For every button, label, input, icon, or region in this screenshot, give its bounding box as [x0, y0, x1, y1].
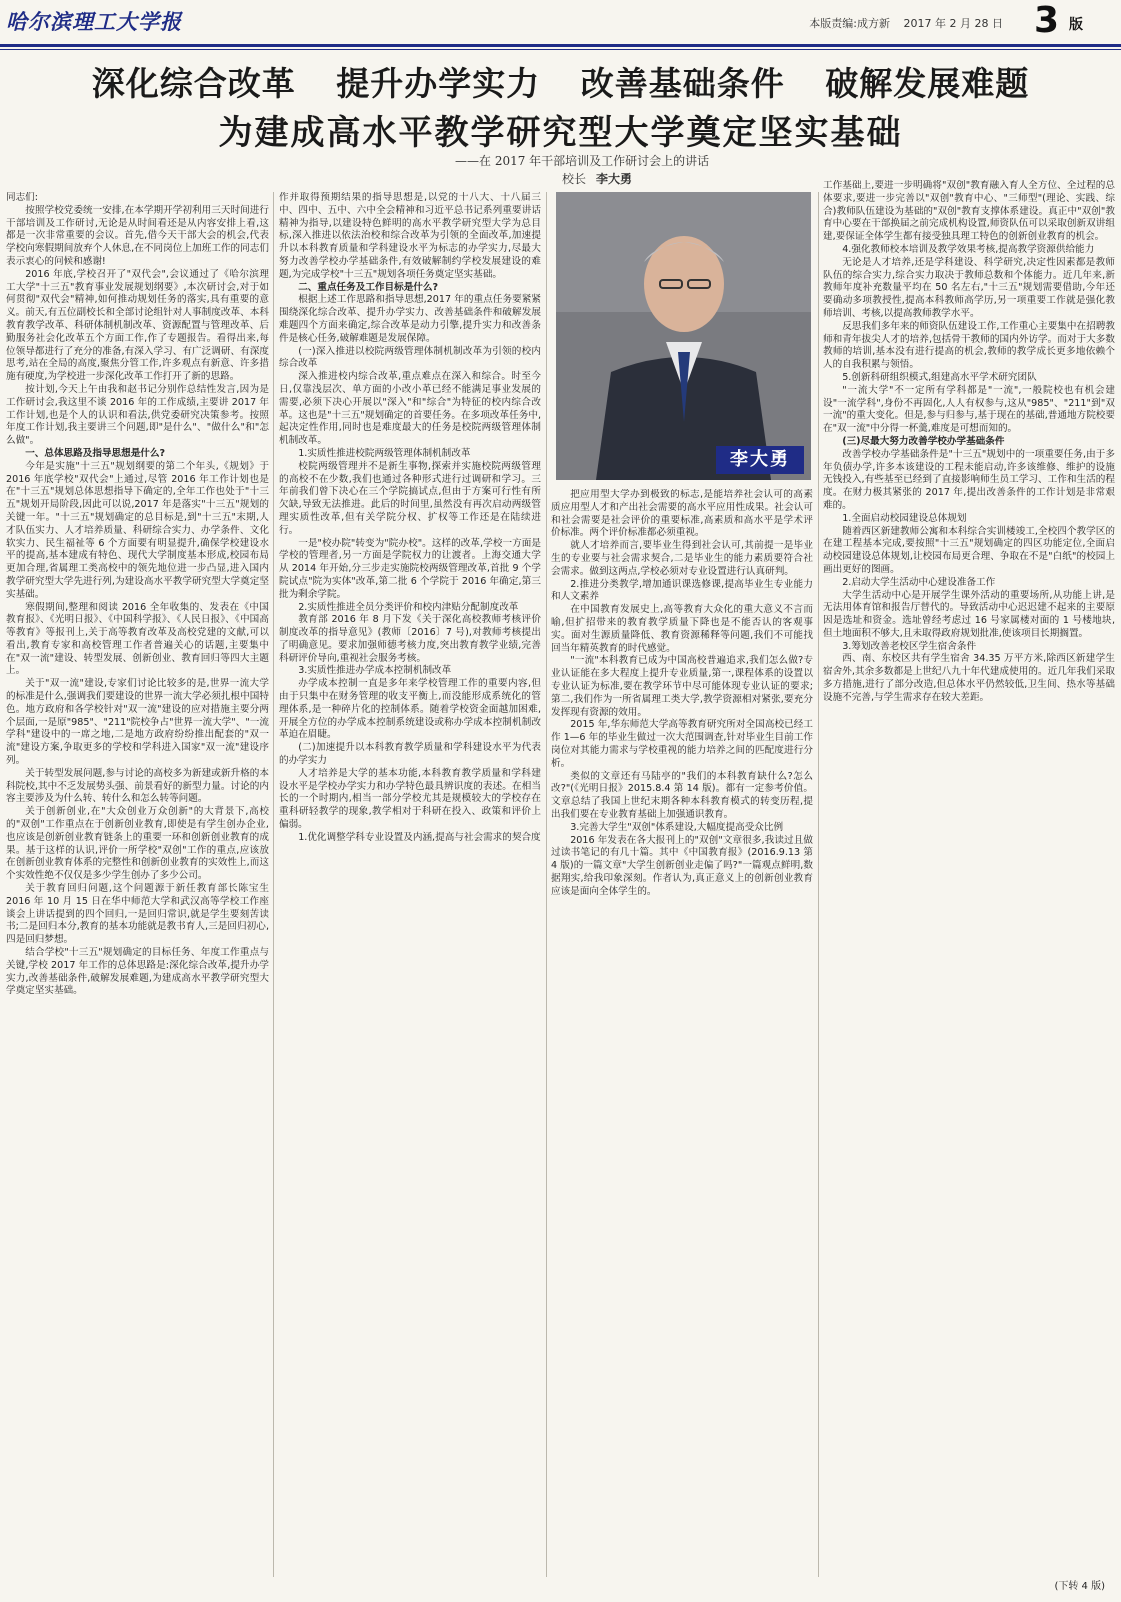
paragraph: 关于转型发展问题,参与讨论的高校多为新建或新升格的本科院校,其中不乏发展势头强、前景看好的新型力量。讨论的内容主要涉及为什么转、转什么和怎么转等问题。: [6, 767, 269, 805]
article-column-4: [823, 180, 1115, 1580]
paragraph: 校院两级管理并不是新生事物,探索并实施校院两级管理的高校不在少数,我们也通过各种形式进行过调研和学习。三年前我们曾下决心在三个学院搞试点,但由于方案可行性有所欠缺,导致无法推进。此后的时间里,虽然没有再次启动两级管理实质性改革,但有关学院分权、扩权等工作还是在陆续进行。: [279, 460, 541, 536]
paragraph: 寒假期间,整理和阅读 2016 全年收集的、发表在《中国教育报》、《光明日报》、《中国科学报》、《人民日报》、《中国高等教育》等报刊上,关于高等教育改革及高校党建的文献,可以看出,教育专家和高校管理工作者普遍关心的话题,主要集中在"双一流"建设、转型发展、创新创业、教育回归等四大主题上。: [6, 601, 269, 677]
paragraph: 改善学校办学基础条件是"十三五"规划中的一项重要任务,由于多年负债办学,许多本该建设的工程未能启动,许多该维修、维护的设施无钱投入,有些基至已经到了直接影响师生员工学习、工作和生活的程度。在财力极其紧张的 2017 年,提出改善条件的工作计划是非常艰难的。: [823, 448, 1115, 511]
subsection-heading: 1.全面启动校园建设总体规划: [842, 512, 967, 524]
paragraph: 西、南、东校区共有学生宿舍 34.35 万平方米,除西区新建学生宿舍外,其余多数都是上世纪八九十年代建成使用的。近几年我们采取多方措施,进行了部分改造,但总体水平仍然较低,卫生间、热水等基础设施不完善,与学生需求存在较大差距。: [823, 653, 1115, 703]
subtitle: ——在 2017 年干部培训及工作研讨会上的讲话: [455, 154, 710, 168]
paragraph: 结合学校"十三五"规划确定的目标任务、年度工作重点与关键,学校 2017 年工作的总体思路是:深化综合改革,提升办学实力,改善基础条件,破解发展难题,为建成高水平教学研究型大学奠定坚实基础。: [6, 947, 269, 997]
subsection-heading: 3.实质性推进办学成本控制机制改革: [298, 665, 452, 677]
subsection-heading: 1.实质性推进校院两级管理体制机制改革: [298, 447, 471, 459]
paragraph: 教育部 2016 年 8 月下发《关于深化高校教师考核评价制度改革的指导意见》(教师〔2016〕7 号),对教师考核提出了明确意见。要求加强师德考核力度,突出教育教学业绩,完善科研评价导向,重视社会服务考核。: [279, 614, 541, 664]
paragraph: 办学成本控制一直是多年来学校管理工作的重要内容,但由于只集中在财务管理的收支平衡上,而没能形成系统化的管理体系,是一种碎片化的控制体系。随着学校资金面越加困难,开展全方位的办学成本控制系统建设或称办学成本控制机制改革迫在眉睫。: [279, 678, 541, 741]
paragraph: 2015 年,华东师范大学高等教育研究所对全国高校已经工作 1—6 年的毕业生做过一次大范围调查,针对毕业生目前工作岗位对其能力需求与学校重视的能力培养之间的匹配度进行分析。: [551, 719, 813, 769]
paragraph: 反思我们多年来的师资队伍建设工作,工作重心主要集中在招聘教师和青年拔尖人才的培养,包括骨干教师的国内外访学。而对于大多数教师的培训,基本没有进行提高的机会,教师的教学成长更多地依赖个人的自我积累与领悟。: [823, 320, 1115, 371]
column-divider: [273, 192, 274, 1577]
paragraph: 关于创新创业,在"大众创业万众创新"的大背景下,高校的"双创"工作重点在于创新创业教育,即使是有学生创办企业,也应该是创新创业教育链条上的重要一环和创新创业教育的成果。基于这样的认识,评价一所学校"双创"工作的重点,应该放在创新创业教育体系的完整性和创新创业教育的实效性上,而这个实效性绝不仅仅是多少学生创办了多少公司。: [6, 806, 269, 882]
column-divider: [546, 192, 547, 1577]
paragraph: 无论是人才培养,还是学科建设、科学研究,决定性因素都是教师队伍的综合实力,综合实力取决于教师总数和个体能力。近几年来,新教师年度补充数量平均在 50 名左右,"十三五"规划需要借助,今年还要确动多项教授性,提高本科教师高学历,另一项重要工作就是强化教师培训、考核,以提高教师教学水平。: [823, 256, 1115, 319]
paragraph: "一流大学"不一定所有学科都是"一流",一般院校也有机会建设"一流学科",身份不再固化,人人有权参与,这从"985"、"211"到"双一流"的重大变化。但是,参与归参与,基于现在的基础,普通地方院校要在"双一流"中分得一杯羹,难度是可想而知的。: [823, 384, 1115, 435]
subsection-heading: (一)深入推进以校院两级管理体制机制改革为引领的校内综合改革: [279, 345, 541, 370]
masthead-rule-thin: [0, 49, 1121, 50]
author-name: 李大勇: [596, 172, 633, 186]
edition-suffix: 版: [1069, 17, 1083, 33]
section-heading: 一、总体思路及指导思想是什么?: [25, 447, 166, 459]
masthead-rule: [0, 44, 1121, 47]
subsection-heading: 2.实质性推进全员分类评价和校内津贴分配制度改革: [298, 601, 519, 613]
article-column-2: [279, 192, 541, 1577]
subsection-heading: (二)加速提升以本科教育教学质量和学科建设水平为代表的办学实力: [279, 742, 541, 767]
author-portrait-photo: [556, 192, 811, 480]
column-divider: [818, 192, 819, 1577]
paragraph: "一流"本科教育已成为中国高校普遍追求,我们怎么做?专业认证能在多大程度上提升专业质量,第一,课程体系的设置以专业认证为标准,要在教学环节中尽可能体现专业认证的要求;第二,我们作为一所省属理工类大学,教学资源相对紧张,要充分发挥现有资源的效用。: [551, 655, 813, 718]
paragraph: 今年是实施"十三五"规划纲要的第二个年头,《规划》于 2016 年底学校"双代会"上通过,尽管 2016 年工作计划也是在"十三五"规划总体思想指导下确定的,全年工作也处于"十三五"规划开局阶段,因此可以说,2017 年是落实"十三五"规划的关键一年。"十三五"规划确定的总目标是,到"十三五"末期,人才队伍实力、人才培养质量、科研综合实力、办学条件、文化软实力、民生福祉等 6 个方面要有明显提升,确保学校建设水平的提高,基本建成有特色、现代大学制度基本形成,校园布局更加合理,省属理工类高校中的领先地位进一步凸显,进入国内教学研究型大学先进行列,为建设高水平教学研究型大学奠定坚实基础。: [6, 460, 269, 600]
section-heading: (三)尽最大努力改善学校办学基础条件: [842, 435, 1005, 447]
editor-credit: 本版责编:成方新: [809, 17, 891, 30]
subsection-heading: 2.启动大学生活动中心建设准备工作: [842, 576, 996, 588]
subsection-heading: 3.筹划改善老校区学生宿舍条件: [842, 640, 977, 652]
salutation: 同志们:: [6, 192, 39, 203]
issue-date: 2017 年 2 月 28 日: [903, 17, 1003, 30]
paragraph: 作并取得预期结果的指导思想是,以党的十八大、十八届三中、四中、五中、六中全会精神和习近平总书记系列重要讲话精神为指导,以建设特色鲜明的高水平教学研究型大学为总目标,深入推进以依法治校和综合改革为引领的全面改革,加速提升以本科教育质量和学科建设水平为标志的办学实力,尽最大努力改善学校办学基础条件,有效破解制约学校发展建设的难题,为完成学校"十三五"规划各项任务奠定坚实基础。: [279, 192, 541, 280]
paragraph: 一是"校办院"转变为"院办校"。这样的改革,学校一方面是学校的管理者,另一方面是学院权力的让渡者。上海交通大学从 2014 年开始,分三步走实施院校两级管理改革,首批 9 个学院试点"院为实体"改革,第二批 6 个学院于 2016 年确定,第三批为剩余学院。: [279, 537, 541, 600]
paragraph: 在中国教育发展史上,高等教育大众化的重大意义不言而喻,但扩招带来的教育教学质量下降也是不能否认的客观事实。面对生源质量降低、教育资源稀释等问题,我们不可能找回当年精英教育的时代感觉。: [551, 604, 813, 654]
headline-phrase: 破解发展难题: [825, 64, 1030, 103]
article-column-1: [6, 192, 269, 1577]
paragraph: 按计划,今天上午由我和赵书记分别作总结性发言,因为是工作研讨会,我这里不谈 2016 年的工作成绩,主要讲 2017 年工作计划,也是个人的认识和看法,供党委研究决策参考。按照年度工作计划,我主要讲三个问题,即"是什么"、"做什么"和"怎么做"。: [6, 383, 269, 447]
headline-line-1: [0, 58, 1121, 105]
continued-on-page-4[interactable]: (下转 4 版): [1054, 1581, 1105, 1592]
masthead: [0, 0, 1121, 48]
section-heading: 二、重点任务及工作目标是什么?: [298, 281, 439, 293]
subsection-heading: 4.强化教师校本培训及教学效果考核,提高教学资源供给能力: [842, 243, 1095, 255]
author-byline: [562, 170, 632, 187]
paragraph: 工作基础上,要进一步明确将"双创"教育融入育人全方位、全过程的总体要求,要进一步完善以"双创"教育中心、"三师型"(理论、实践、综合)教师队伍建设为基础的"双创"教育支撑体系建设。真正中"双创"教育中心要在干部换届之前完成机构设置,师资队伍可以采取创新双讲组建,要保证全体学生都有接受独具理工特色的创新创业教育的机会。: [823, 180, 1115, 243]
subsection-heading: 5.创新科研组织模式,组建高水平学术研究团队: [842, 371, 1037, 383]
paragraph: 关于教育回归问题,这个问题源于新任教育部长陈宝生 2016 年 10 月 15 日在华中师范大学和武汉高等学校工作座谈会上讲话提到的四个回归,一是回归常识,就是学生要刻苦读书;二是回归本分,教育的基本功能就是教书育人,三是回归初心,四是回归梦想。: [6, 883, 269, 946]
headline-phrase: 改善基础条件: [580, 64, 785, 103]
paragraph: 2016 年发表在各大报刊上的"双创"文章很多,我读过且做过读书笔记的有几十篇。其中《中国教育报》(2016.9.13 第 4 版)的一篇文章"大学生创新创业走偏了吗?"一篇观点鲜明,数据翔实,给我印象深刻。作者认为,真正意义上的创新创业教育应该是面向全体学生的。: [551, 834, 813, 897]
headline-phrase: 提升办学实力: [336, 64, 541, 103]
paragraph: 关于"双一流"建设,专家们讨论比较多的是,世界一流大学的标准是什么,强调我们要建设的世界一流大学必须扎根中国特色。地方政府和各学校针对"双一流"建设的应对措施主要分两个层面,一是原"985"、"211"院校争占"世界一流大学"、"一流学科"建设中的一席之地,二是地方政府纷纷推出配套的"双一流"建设方案,争取更多的学校和学科进入国家"双一流"建设序列。: [6, 678, 269, 767]
article-column-3: [551, 489, 813, 1577]
edition-number: 3: [1033, 0, 1059, 41]
paragraph: 大学生活动中心是开展学生课外活动的重要场所,从功能上讲,是无法用体育馆和报告厅替代的。导致活动中心迟迟建不起来的主要原因是选址和资金。选址曾经考虑过 16 号家属楼对面的 1 号楼地块,但土地面积不够大,且未取得政府规划批准,使该项目长期搁置。: [823, 589, 1115, 639]
paragraph: 随着西区新建教师公寓和本科综合实训楼竣工,全校四个教学区的在建工程基本完成,要按照"十三五"规划确定的四区功能定位,全面启动校园建设总体规划,让校园布局更合理、争取在不是"白纸"的校园上画出更好的图画。: [823, 525, 1115, 575]
portrait-illustration: [556, 192, 811, 480]
paragraph: 把应用型大学办到极致的标志,是能培养社会认可的高素质应用型人才和产出社会需要的高水平应用性成果。社会认可和社会需要是社会评价的重要标准,高素质和高水平是学术评价标准。两个评价标准都必须重视。: [551, 489, 813, 539]
headline-line-2: 为建成高水平教学研究型大学奠定坚实基础: [218, 113, 903, 153]
newspaper-name: 哈尔滨理工大学报: [6, 9, 182, 34]
paragraph: 人才培养是大学的基本功能,本科教育教学质量和学科建设水平是学校办学实力和办学特色最具辨识度的表述。在相当长的一个时期内,相当一部分学校尤其是规模较大的学校存在重科研轻教学的现象,教学相对于科研在投入、政策和评价上偏弱。: [279, 767, 541, 831]
paragraph: 类似的文章还有马陆亭的"我们的本科教育缺什么?怎么改?"(《光明日报》2015.8.4 第 14 版)。都有一定参考价值。文章总结了我国上世纪末期各种本科教育模式的转变历程,提出我们要在专业教育基础上加强通识教育。: [551, 770, 813, 820]
author-title: 校长: [562, 172, 587, 186]
paragraph: 深入推进校内综合改革,重点难点在深入和综合。时至今日,仅靠浅层次、单方面的小改小革已经不能满足事业发展的需要,必须下决心开展以"深入"和"综合"为特征的校内综合改革。这也是"十三五"规划确定的首要任务。在多项改革任务中,起决定性作用,同时也是难度最大的任务是校院两级管理体制机制改革。: [279, 371, 541, 447]
paragraph: 就人才培养而言,要毕业生得到社会认可,其前提一是毕业生的专业要与社会需求契合,二是毕业生的能力素质要符合社会需求。做到这两点,学校必须对专业设置进行认真研判。: [551, 540, 813, 577]
photo-caption: 李大勇: [716, 446, 804, 474]
masthead-meta: [799, 15, 1003, 31]
paragraph: 2016 年底,学校召开了"双代会",会议通过了《哈尔滨理工大学"十三五"教育事业发展规划纲要》,本次研讨会,对于如何贯彻"双代会"精神,如何推动规划任务的落实,具有重要的意义。前天,有五位副校长和全部讨论组针对人事制度改革、本科教育教学改革、科研体制机制改革、资源配置与管理改革、后勤服务社会化改革五个方面工作,作了专题报告。看得出来,每位领导都进行了充分的准备,有深入学习、有广泛调研、有深度思考,站在全局的高度,聚焦分管工作,许多观点有新意、许多措施有硬度,为学校进一步深化改革工作打开了新的思路。: [6, 268, 269, 383]
headline-phrase: 深化综合改革: [91, 64, 296, 103]
paragraph: 按照学校党委统一安排,在本学期开学初利用三天时间进行干部培训及工作研讨,无论是从时间看还是从内容安排上看,这都是一次非常重要的会议。首先,借今天干部大会的机会,代表学校向寒假期间放弃个人休息,在不同岗位上加班工作的同志们表示衷心的问候和感谢!: [6, 204, 269, 267]
subsection-heading: 2.推进分类教学,增加通识课选修课,提高毕业生专业能力和人文素养: [551, 578, 813, 603]
paragraph: 根据上述工作思路和指导思想,2017 年的重点任务要紧紧围绕深化综合改革、提升办学实力、改善基础条件和破解发展难题四个方面来确定,综合改革是动力引擎,提升实力和改善条件是核心任务,破解难题是发展保障。: [279, 294, 541, 344]
subsection-heading: 3.完善大学生"双创"体系建设,大幅度提高受众比例: [570, 821, 784, 833]
subsection-heading: 1.优化调整学科专业设置及内涵,提高与社会需求的契合度: [298, 831, 541, 843]
